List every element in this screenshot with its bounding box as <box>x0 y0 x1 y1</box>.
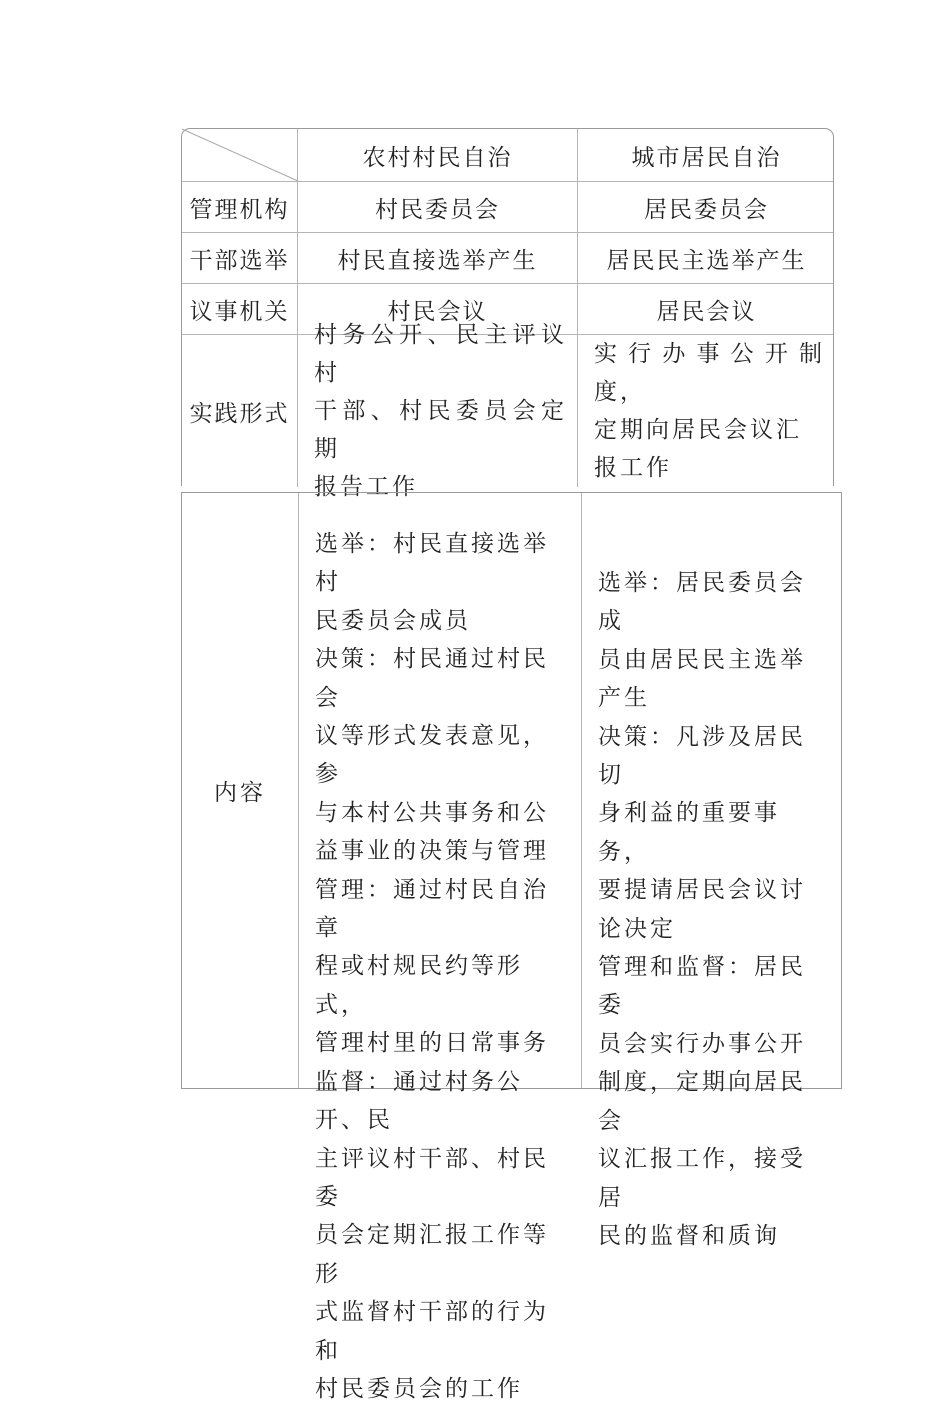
content-line: 管理和监督：居民委 <box>598 954 806 1019</box>
table-row <box>182 181 833 232</box>
content-line: 产生 <box>598 685 650 712</box>
rural-content-text <box>315 525 571 1408</box>
urban-cell: 居民委员会 <box>644 196 769 223</box>
rural-cell <box>298 322 578 500</box>
content-line: 制度，定期向居民会 <box>598 1069 806 1134</box>
content-line: 选举：村民直接选举村 <box>315 531 549 596</box>
table-row <box>182 232 833 283</box>
content-label: 内容 <box>182 493 299 1088</box>
comparison-table-bottom <box>181 492 842 1402</box>
rural-cell: 村民直接选举产生 <box>298 233 578 283</box>
content-line: 主评议村干部、村民委 <box>315 1145 549 1210</box>
content-line: 论决定 <box>598 915 676 942</box>
rural-content-cell <box>299 493 582 1402</box>
header-rural: 农村村民自治 <box>298 129 578 181</box>
row-label: 干部选举 <box>182 233 298 283</box>
content-line: 身利益的重要事务， <box>598 800 780 865</box>
content-line: 程或村规民约等形式， <box>315 953 523 1018</box>
content-line: 议汇报工作，接受居 <box>598 1146 806 1211</box>
comparison-table-top <box>181 128 834 500</box>
content-line: 民委员会成员 <box>315 607 471 634</box>
content-line: 员会定期汇报工作等形 <box>315 1222 549 1287</box>
content-line: 与本村公共事务和公 <box>315 799 549 826</box>
row-label: 管理机构 <box>182 182 298 232</box>
urban-content-text <box>598 564 830 1255</box>
content-line: 员由居民民主选举 <box>598 646 806 673</box>
rural-practice-text: 村务公开、民主评议村 干部、村民委员会定期 报告工作 <box>314 322 567 500</box>
urban-cell <box>578 335 835 487</box>
content-line: 益事业的决策与管理 <box>315 838 549 865</box>
corner-cell <box>182 129 298 181</box>
content-line: 要提请居民会议讨 <box>598 877 806 904</box>
rural-cell: 村民委员会 <box>298 182 578 232</box>
content-line: 决策：村民通过村民会 <box>315 646 549 711</box>
rural-cell: 村民会议 <box>298 284 578 334</box>
content-line: 村民委员会的工作 <box>315 1375 523 1402</box>
urban-cell: 居民会议 <box>656 298 757 325</box>
content-line: 选举：居民委员会成 <box>598 570 806 635</box>
content-line: 监督：通过村务公开、民 <box>315 1068 523 1134</box>
content-line: 决策：凡涉及居民切 <box>598 723 806 789</box>
table-header-row <box>182 129 833 181</box>
content-line: 议等形式发表意见，参 <box>315 723 549 788</box>
content-line: 民的监督和质询 <box>598 1222 780 1249</box>
table-row <box>182 322 833 500</box>
content-line: 管理：通过村民自治章 <box>315 876 549 942</box>
row-label: 实践形式 <box>182 335 298 487</box>
row-label: 议事机关 <box>182 284 298 334</box>
header-urban: 城市居民自治 <box>631 144 782 171</box>
content-line: 员会实行办事公开 <box>598 1030 806 1057</box>
urban-cell: 居民民主选举产生 <box>606 247 807 274</box>
urban-content-cell <box>582 493 840 1249</box>
diagonal-divider <box>182 129 298 181</box>
content-line: 管理村里的日常事务 <box>315 1030 549 1057</box>
content-line: 式监督村干部的行为和 <box>315 1299 549 1364</box>
urban-practice-text: 实行办事公开制度， 定期向居民会议汇 报工作 <box>594 341 825 481</box>
